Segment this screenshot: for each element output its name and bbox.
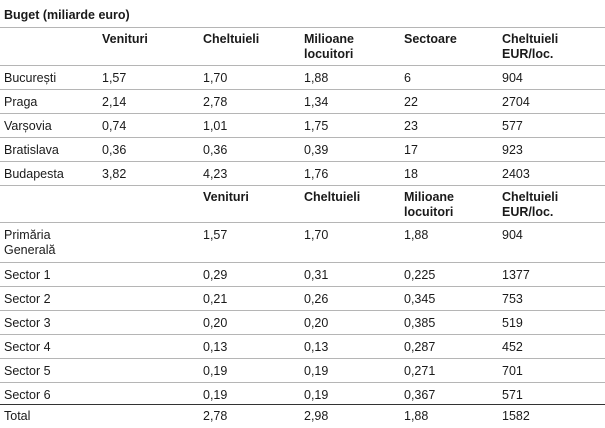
header-venituri: Venituri xyxy=(203,190,249,204)
divider xyxy=(0,262,605,263)
header-cheltuieli-per-locuitor: Cheltuieli EUR/loc. xyxy=(502,190,559,219)
divider xyxy=(0,161,605,162)
divider xyxy=(0,113,605,114)
divider xyxy=(0,137,605,138)
table-title: Buget (miliarde euro) xyxy=(4,8,130,22)
budget-table: Buget (miliarde euro) Venituri Cheltuieli Milioane locuitori Sectoare Cheltuieli EUR/loc. București 1,57 1,70 1,88 6 904 Praga 2,14 2,78 1,34 22 2704 Varșovia 0,74 1,01 1,75 23 577 Bratislava 0,36 0,36 0,39 17 923 Budapesta 3,82 4,23 1,76 18 2403 Venituri Cheltuieli Milioane locuitori Cheltuieli EUR/loc. Primăria Generală 1,57 1,70 1,88 904 Sector 1 0,29 0,31 0,225 1377 Sector 2 0,21 0,26 0,345 753 Sector 3 0,20 0,20 0,385 519 Sector 4 0,13 0,13 0,287 452 Sector 5 0,19 0,19 0,271 701 Sector 6 0,19 0,19 0,367 571 Total 2,78 2,98 1,88 1582 xyxy=(0,0,605,428)
header-milioane-locuitori: Milioane locuitori xyxy=(304,32,355,61)
header-milioane-locuitori: Milioane locuitori xyxy=(404,190,455,219)
divider xyxy=(0,89,605,90)
header-sectoare: Sectoare xyxy=(404,32,457,46)
header-cheltuieli: Cheltuieli xyxy=(304,190,361,204)
header-cheltuieli: Cheltuieli xyxy=(203,32,260,46)
divider xyxy=(0,185,605,186)
divider xyxy=(0,222,605,223)
divider xyxy=(0,27,605,28)
header-cheltuieli-per-locuitor: Cheltuieli EUR/loc. xyxy=(502,32,559,61)
divider xyxy=(0,358,605,359)
divider xyxy=(0,334,605,335)
divider xyxy=(0,382,605,383)
divider xyxy=(0,65,605,66)
divider xyxy=(0,310,605,311)
header-venituri: Venituri xyxy=(102,32,148,46)
total-divider xyxy=(0,404,605,405)
divider xyxy=(0,286,605,287)
